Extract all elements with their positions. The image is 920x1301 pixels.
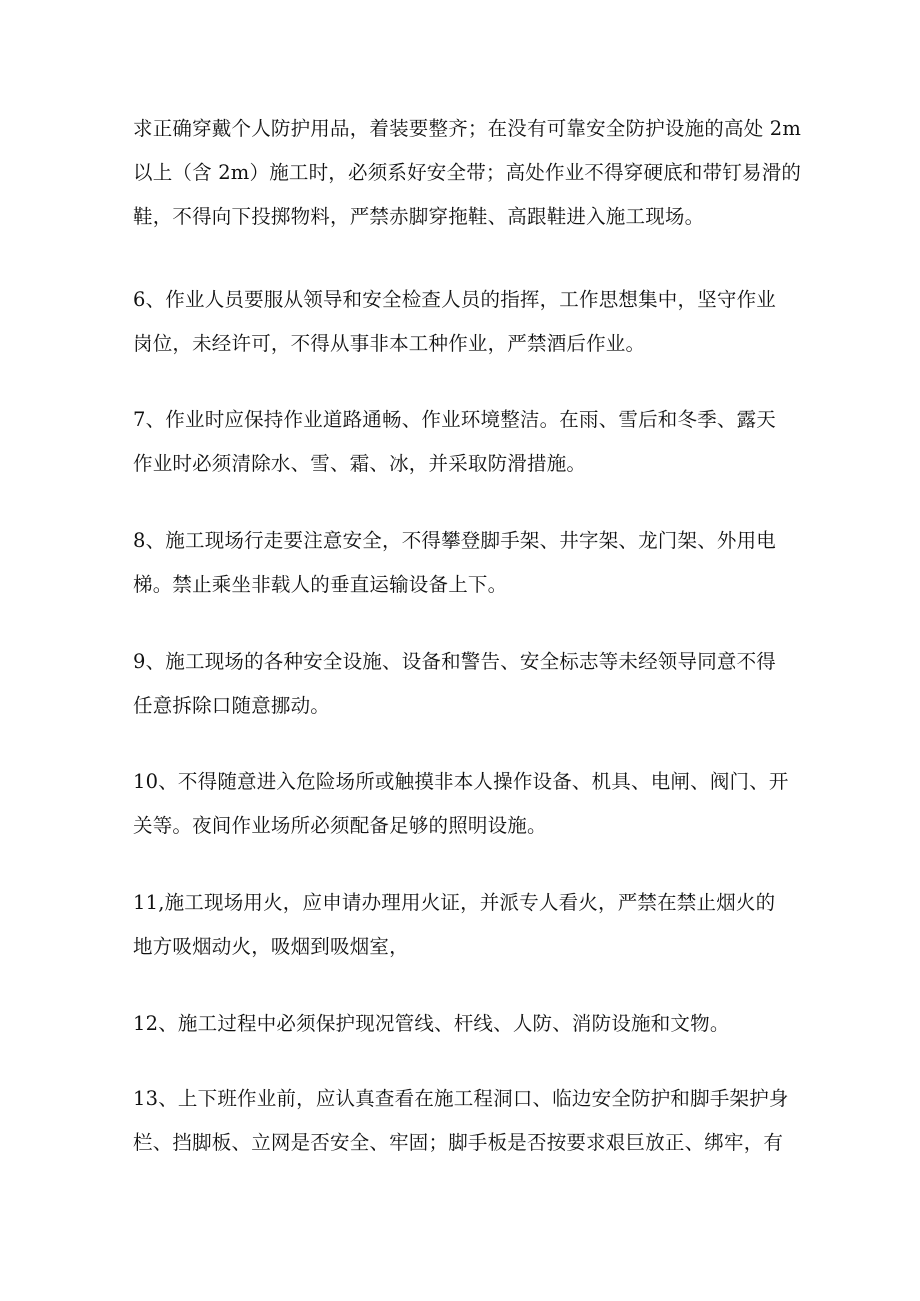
paragraph-10 bbox=[133, 760, 793, 848]
paragraph-5-continuation bbox=[133, 107, 802, 239]
paragraph-13 bbox=[133, 1077, 793, 1165]
paragraph-11 bbox=[133, 881, 793, 969]
text-line: 关等。夜间作业场所必须配备足够的照明设施。 bbox=[133, 814, 547, 837]
text-line: 地方吸烟动火，吸烟到吸烟室， bbox=[133, 935, 409, 958]
text-line: 7、作业时应保持作业道路通畅、作业环境整洁。在雨、雪后和冬季、露天 bbox=[133, 408, 777, 431]
paragraph-6 bbox=[133, 278, 793, 366]
paragraph-9 bbox=[133, 640, 793, 728]
paragraph-8 bbox=[133, 519, 793, 607]
text-line: 求正确穿戴个人防护用品，着装要整齐；在没有可靠安全防护设施的高处 2m bbox=[133, 117, 802, 140]
text-line: 作业时必须清除水、雪、霜、冰，并采取防滑措施。 bbox=[133, 452, 587, 475]
text-line: 9、施工现场的各种安全设施、设备和警告、安全标志等未经领导同意不得 bbox=[133, 650, 777, 673]
text-line: 12、施工过程中必须保护现况管线、杆线、人防、消防设施和文物。 bbox=[133, 1012, 730, 1035]
paragraph-7 bbox=[133, 398, 793, 486]
text-line: 8、施工现场行走要注意安全，不得攀登脚手架、井字架、龙门架、外用电 bbox=[133, 529, 777, 552]
text-line: 10、不得随意进入危险场所或触摸非本人操作设备、机具、电闸、阀门、开 bbox=[133, 770, 789, 793]
text-line: 栏、挡脚板、立网是否安全、牢固；脚手板是否按要求艰巨放正、绑牢，有 bbox=[133, 1131, 784, 1154]
paragraph-12 bbox=[133, 1002, 793, 1046]
text-line: 任意拆除口随意挪动。 bbox=[133, 694, 331, 717]
text-line: 鞋，不得向下投掷物料，严禁赤脚穿拖鞋、高跟鞋进入施工现场。 bbox=[133, 205, 705, 228]
text-line: 6、作业人员要服从领导和安全检查人员的指挥，工作思想集中，坚守作业 bbox=[133, 288, 777, 311]
text-line: 11,施工现场用火，应申请办理用火证，并派专人看火，严禁在禁止烟火的 bbox=[133, 891, 776, 914]
text-line: 13、上下班作业前，应认真查看在施工程洞口、临边安全防护和脚手架护身 bbox=[133, 1087, 789, 1110]
text-line: 以上（含 2m）施工时，必须系好安全带；高处作业不得穿硬底和带钉易滑的 bbox=[133, 161, 802, 184]
text-line: 梯。禁止乘坐非载人的垂直运输设备上下。 bbox=[133, 573, 508, 596]
text-line: 岗位，未经许可，不得从事非本工种作业，严禁酒后作业。 bbox=[133, 332, 646, 355]
